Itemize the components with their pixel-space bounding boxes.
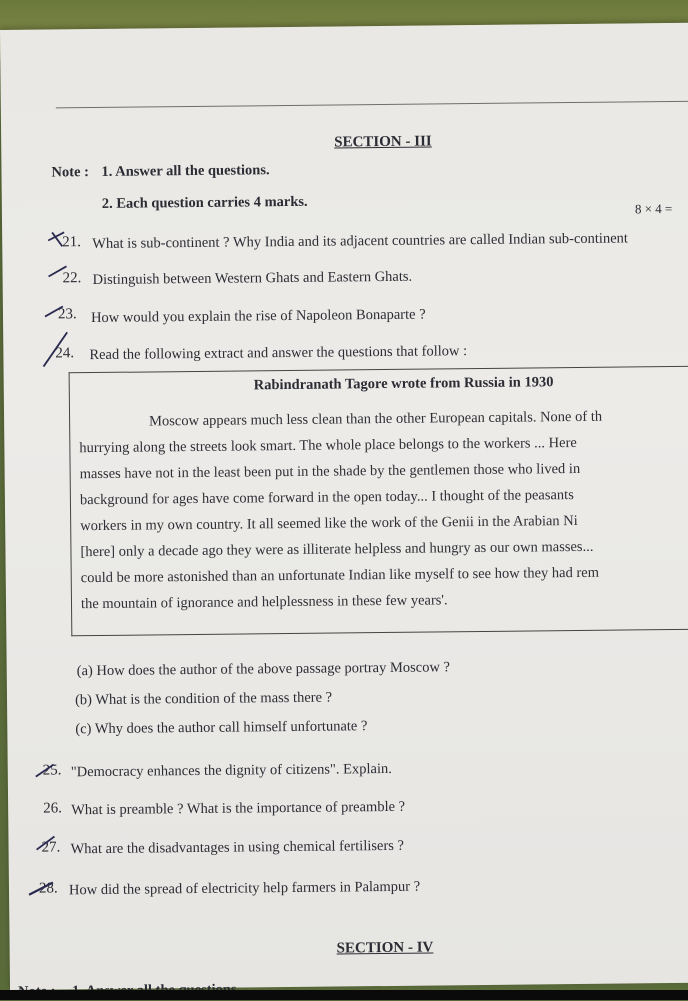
pen-tick xyxy=(43,332,67,366)
note-line-2: 2. Each question carries 4 marks. xyxy=(101,193,308,212)
question-number: 26. xyxy=(43,800,62,817)
pen-tick xyxy=(48,232,64,246)
extract-line: masses have not in the least been put in the shade by the gentlemen those who lived in xyxy=(79,460,581,483)
question-number: 28. xyxy=(38,880,58,897)
question-text: What is preamble ? What is the importance of preamble ? xyxy=(71,798,406,819)
sub-question: (c) Why does the author call himself unfortunate ? xyxy=(75,718,368,738)
note-line-1: 1. Answer all the questions. xyxy=(101,162,270,180)
question-text: How did the spread of electricity help farmers in Palampur ? xyxy=(68,878,421,899)
question-text: Read the following extract and answer the questions that follow : xyxy=(89,343,468,364)
question-text: "Democracy enhances the dignity of citizens". Explain. xyxy=(70,760,392,781)
question-number: 24. xyxy=(55,345,75,362)
question-number: 21. xyxy=(62,234,82,251)
extract-line: Moscow appears much less clean than the other European capitals. None of th xyxy=(149,408,603,430)
extract-line: workers in my own country. It all seemed like the work of the Genii in the Arabian Ni xyxy=(80,512,578,535)
question-text: Distinguish between Western Ghats and Eastern Ghats. xyxy=(92,268,413,289)
bottom-edge xyxy=(0,990,688,1000)
exam-paper xyxy=(0,23,688,990)
pen-tick xyxy=(45,306,63,316)
question-number: 27. xyxy=(41,839,61,856)
section-iv-heading: SECTION - IV xyxy=(336,939,434,957)
sub-question: (b) What is the condition of the mass there ? xyxy=(74,689,333,709)
extract-line: the mountain of ignorance and helplessness in these few years'. xyxy=(80,592,448,613)
top-rule xyxy=(56,101,688,109)
extract-line: hurrying along the streets look smart. The whole place belongs to the workers ... Here xyxy=(79,434,577,457)
extract-line: [here] only a decade ago they were as illiterate helpless and hungry as our own masses... xyxy=(80,538,594,561)
question-text: What are the disadvantages in using chemical fertilisers ? xyxy=(70,837,405,858)
pen-marks xyxy=(42,224,99,924)
section-heading: SECTION - III xyxy=(334,133,432,151)
question-number: 22. xyxy=(62,270,82,287)
question-number: 23. xyxy=(57,306,77,323)
question-text: What is sub-continent ? Why India and its adjacent countries are called Indian sub-continent xyxy=(92,230,628,253)
sub-question: (a) How does the author of the above passage portray Moscow ? xyxy=(76,659,451,680)
marks-label: 8 × 4 = xyxy=(634,200,673,217)
note-label: Note : xyxy=(51,164,90,181)
question-number: 25. xyxy=(42,762,62,779)
question-text: How would you explain the rise of Napoleon Bonaparte ? xyxy=(90,306,426,327)
extract-line: background for ages have come forward in the open today... I thought of the peasants xyxy=(79,487,574,509)
extract-title: Rabindranath Tagore wrote from Russia in 1930 xyxy=(253,374,554,394)
pen-tick xyxy=(48,266,66,276)
extract-line: could be more astonished than an unfortunate Indian like myself to see how they had rem xyxy=(80,564,600,587)
